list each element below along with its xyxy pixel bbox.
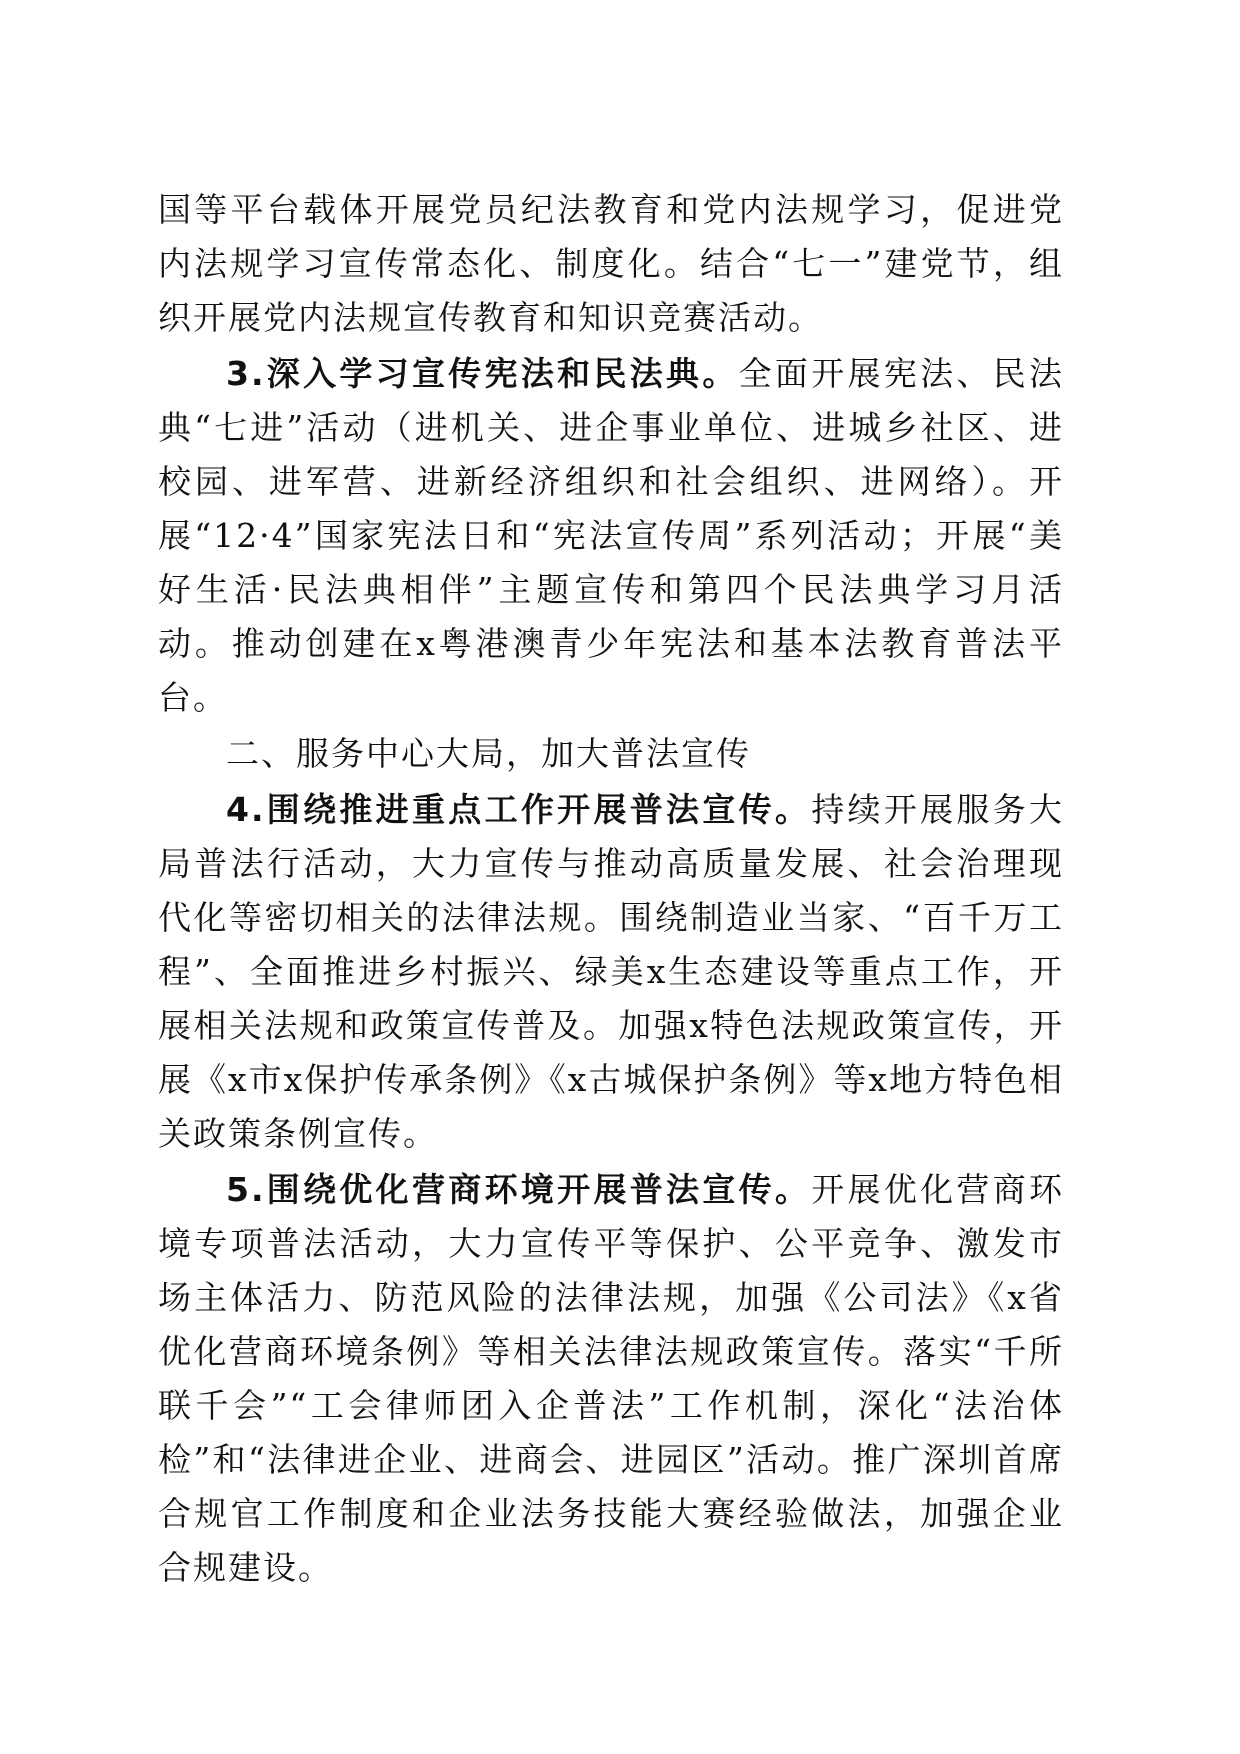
section-heading: 二、服务中心大局，加大普法宣传 (226, 734, 751, 773)
paragraph-text: 全面开展宪法、民法典“七进”活动（进机关、进企事业单位、进城乡社区、进校园、进军营、进新经济组织和社会组织、进网络）。开展“12·4”国家宪法日和“宪法宣传周”系列活动；开展“美好生活·民法典相伴”主题宣传和第四个民法典学习月活动。推动创建在x粤港澳青少年宪法和基本法教育普法平台。 (158, 354, 1065, 717)
paragraph-business-environment (158, 1163, 1064, 1595)
paragraph-lead-heading: 3.深入学习宣传宪法和民法典。 (226, 354, 739, 393)
paragraph-key-work (158, 783, 1064, 1161)
document-body (158, 183, 1064, 1597)
paragraph-text: 持续开展服务大局普法行活动，大力宣传与推动高质量发展、社会治理现代化等密切相关的法律法规。围绕制造业当家、“百千万工程”、全面推进乡村振兴、绿美x生态建设等重点工作，开展相关法规和政策宣传普及。加强x特色法规政策宣传，开展《x市x保护传承条例》《x古城保护条例》等x地方特色相关政策条例宣传。 (158, 790, 1065, 1153)
paragraph-lead-heading: 4.围绕推进重点工作开展普法宣传。 (226, 790, 812, 829)
paragraph-continued (158, 183, 1064, 345)
paragraph-text: 开展优化营商环境专项普法活动，大力宣传平等保护、公平竞争、激发市场主体活力、防范风险的法律法规，加强《公司法》《x省优化营商环境条例》等相关法律法规政策宣传。落实“千所联千会”“工会律师团入企普法”工作机制，深化“法治体检”和“法律进企业、进商会、进园区”活动。推广深圳首席合规官工作制度和企业法务技能大赛经验做法，加强企业合规建设。 (158, 1170, 1065, 1587)
paragraph-constitution-civil-code (158, 347, 1064, 725)
paragraph-text: 国等平台载体开展党员纪法教育和党内法规学习，促进党内法规学习宣传常态化、制度化。结合“七一”建党节，组织开展党内法规宣传教育和知识竞赛活动。 (158, 190, 1064, 337)
paragraph-lead-heading: 5.围绕优化营商环境开展普法宣传。 (226, 1170, 812, 1209)
